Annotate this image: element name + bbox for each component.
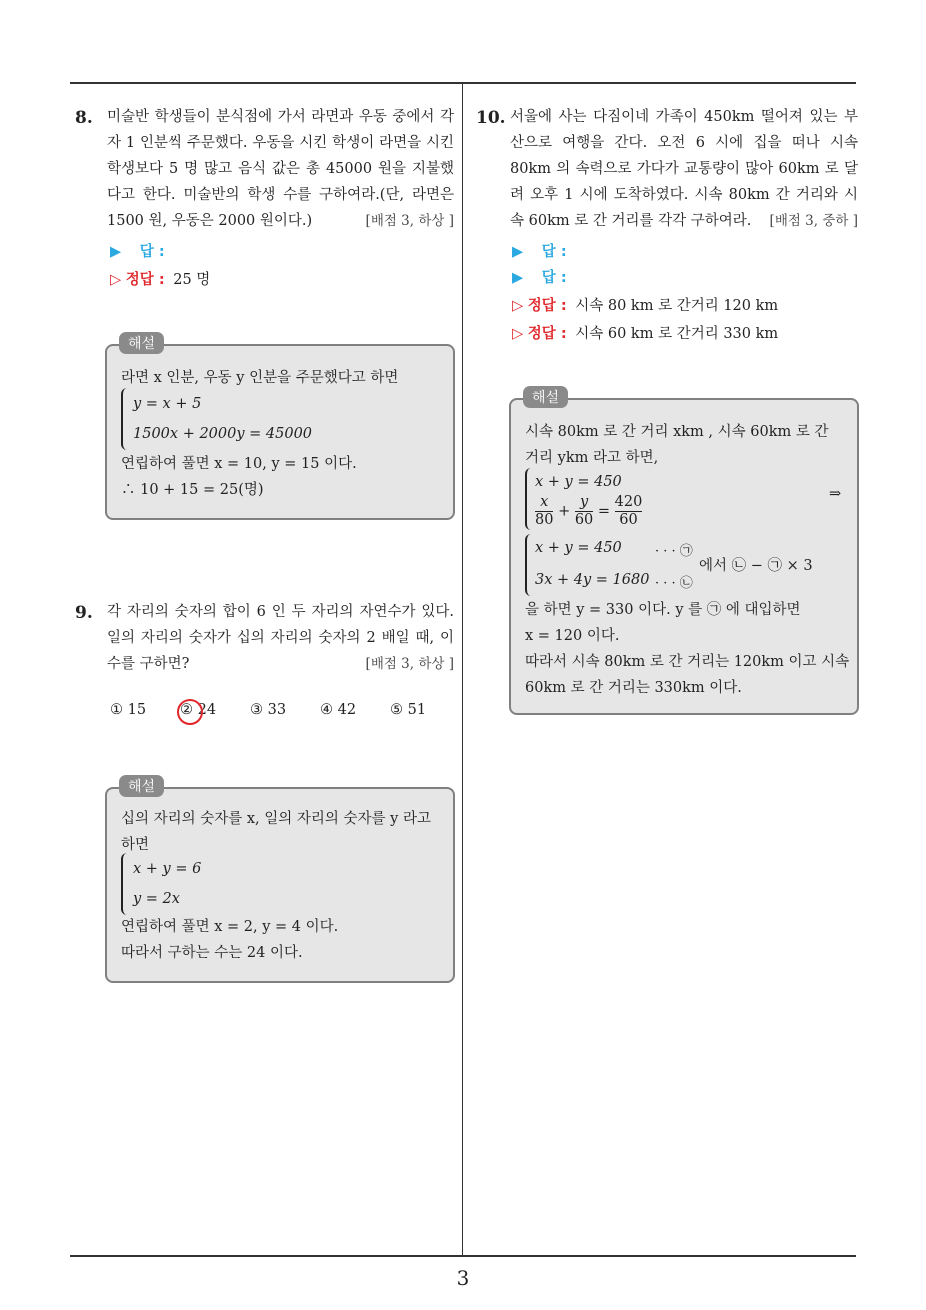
- equation: 3x + 4y = 1680: [535, 572, 650, 588]
- equation: 1500x + 2000y = 45000: [133, 426, 313, 442]
- equation-tag: · · · ㉠: [655, 544, 693, 559]
- equation: x + y = 450: [535, 540, 622, 556]
- fraction-equation: $\frac{x}{80}$ + $\frac{y}{60}$ = $\frac{420}{60}$: [535, 494, 643, 528]
- top-rule: [70, 82, 856, 84]
- solution-tag: 해설: [119, 332, 164, 354]
- selected-circle-icon: [177, 699, 203, 725]
- answer-label: 답 :: [541, 244, 567, 260]
- solution-line: 따라서 구하는 수는 24 이다.: [121, 945, 303, 961]
- score-label: [배점 3, 하상 ]: [365, 213, 454, 229]
- choice-1[interactable]: ① 15: [110, 702, 147, 718]
- correct-label: 정답 :: [527, 326, 567, 342]
- play-triangle-icon: ▶: [512, 270, 524, 286]
- outline-triangle-icon: ▷: [110, 272, 122, 288]
- choice-2[interactable]: ② 24: [180, 702, 216, 718]
- correct-value: 시속 80 km 로 간거리 120 km: [575, 298, 779, 314]
- correct-value: 시속 60 km 로 간거리 330 km: [575, 326, 779, 342]
- score-label: [배점 3, 하상 ]: [365, 656, 454, 672]
- solution-line: 따라서 시속 80km 로 간 거리는 120km 이고 시속: [525, 654, 850, 670]
- equation: x + y = 6: [133, 861, 202, 877]
- choice-4[interactable]: ④ 42: [320, 702, 357, 718]
- page-number: 3: [456, 1266, 470, 1290]
- correct-label: 정답 :: [125, 272, 165, 288]
- solution-line: 시속 80km 로 간 거리 xkm , 시속 60km 로 간: [525, 424, 829, 440]
- solution-line: 라면 x 인분, 우동 y 인분을 주문했다고 하면: [121, 370, 399, 386]
- solution-line: 십의 자리의 숫자를 x, 일의 자리의 숫자를 y 라고: [121, 811, 431, 827]
- solution-tag: 해설: [523, 386, 568, 408]
- solution-box: [105, 779, 455, 983]
- play-triangle-icon: ▶: [110, 244, 122, 260]
- implies-arrow: ⇒: [829, 486, 842, 502]
- answer-label: 답 :: [139, 244, 165, 260]
- brace: [121, 853, 131, 915]
- brace: [525, 468, 535, 530]
- solution-line: ∴ 10 + 15 = 25(명): [121, 482, 264, 498]
- solution-tag: 해설: [119, 775, 164, 797]
- fraction: $\frac{y}{60}$: [574, 494, 594, 528]
- brace: [121, 388, 131, 450]
- fraction: $\frac{x}{80}$: [535, 494, 554, 528]
- solution-box: [105, 336, 455, 520]
- equation: x + y = 450: [535, 474, 622, 490]
- choice-5[interactable]: ⑤ 51: [390, 702, 427, 718]
- correct-answer-line: [110, 268, 210, 289]
- equation: y = 2x: [133, 891, 180, 907]
- outline-triangle-icon: ▷: [512, 326, 524, 342]
- problem-number: 8.: [75, 108, 93, 128]
- fraction: $\frac{420}{60}$: [614, 494, 643, 528]
- solution-line: 에서 ㉡ − ㉠ × 3: [699, 558, 813, 574]
- correct-answer-line: [512, 322, 778, 343]
- problem-text: 미술반 학생들이 분식점에 가서 라면과 우동 중에서 각자 1 인분씩 주문했다. 우동을 시킨 학생이 라면을 시킨 학생보다 5 명 많고 음식 값은 총 45000 원을 지불했다고 한다. 미술반의 학생 수를 구하여라.(단, 라면은 1500 원, 우동은 2000 원이다.) [배점 3, 하상 ]: [107, 104, 454, 234]
- answer-line: [110, 240, 165, 261]
- correct-answer-line: [512, 294, 778, 315]
- correct-label: 정답 :: [527, 298, 567, 314]
- solution-box: [509, 390, 859, 715]
- equation-tag: · · · ㉡: [655, 576, 693, 591]
- answer-label: 답 :: [541, 270, 567, 286]
- problem-text: 서울에 사는 다짐이네 가족이 450km 떨어져 있는 부산으로 여행을 간다. 오전 6 시에 집을 떠나 시속 80km 의 속력으로 가다가 교통량이 많아 60km 로 달려 오후 1 시에 도착하였다. 시속 80km 간 거리와 시속 60km 로 간 거리를 각각 구하여라. [배점 3, 중하 ]: [510, 104, 858, 234]
- answer-line: [512, 240, 567, 261]
- solution-line: 연립하여 풀면 x = 2, y = 4 이다.: [121, 919, 339, 935]
- solution-line: 을 하면 y = 330 이다. y 를 ㉠ 에 대입하면: [525, 602, 801, 618]
- solution-line: 60km 로 간 거리는 330km 이다.: [525, 680, 742, 696]
- problem-number: 10.: [476, 108, 506, 128]
- choice-3[interactable]: ③ 33: [250, 702, 287, 718]
- brace: [525, 534, 535, 596]
- outline-triangle-icon: ▷: [512, 298, 524, 314]
- score-label: [배점 3, 중하 ]: [769, 213, 858, 229]
- column-divider: [462, 84, 463, 1256]
- correct-value: 25 명: [173, 272, 211, 288]
- play-triangle-icon: ▶: [512, 244, 524, 260]
- solution-line: 하면: [121, 837, 150, 853]
- solution-line: 거리 ykm 라고 하면,: [525, 450, 659, 466]
- solution-line: 연립하여 풀면 x = 10, y = 15 이다.: [121, 456, 357, 472]
- solution-line: x = 120 이다.: [525, 628, 620, 644]
- problem-text: 각 자리의 숫자의 합이 6 인 두 자리의 자연수가 있다. 일의 자리의 숫자가 십의 자리의 숫자의 2 배일 때, 이 수를 구하면? [배점 3, 하상 ]: [107, 599, 454, 677]
- bottom-rule: [70, 1255, 856, 1257]
- answer-line: [512, 266, 567, 287]
- problem-number: 9.: [75, 603, 93, 623]
- equation: y = x + 5: [133, 396, 202, 412]
